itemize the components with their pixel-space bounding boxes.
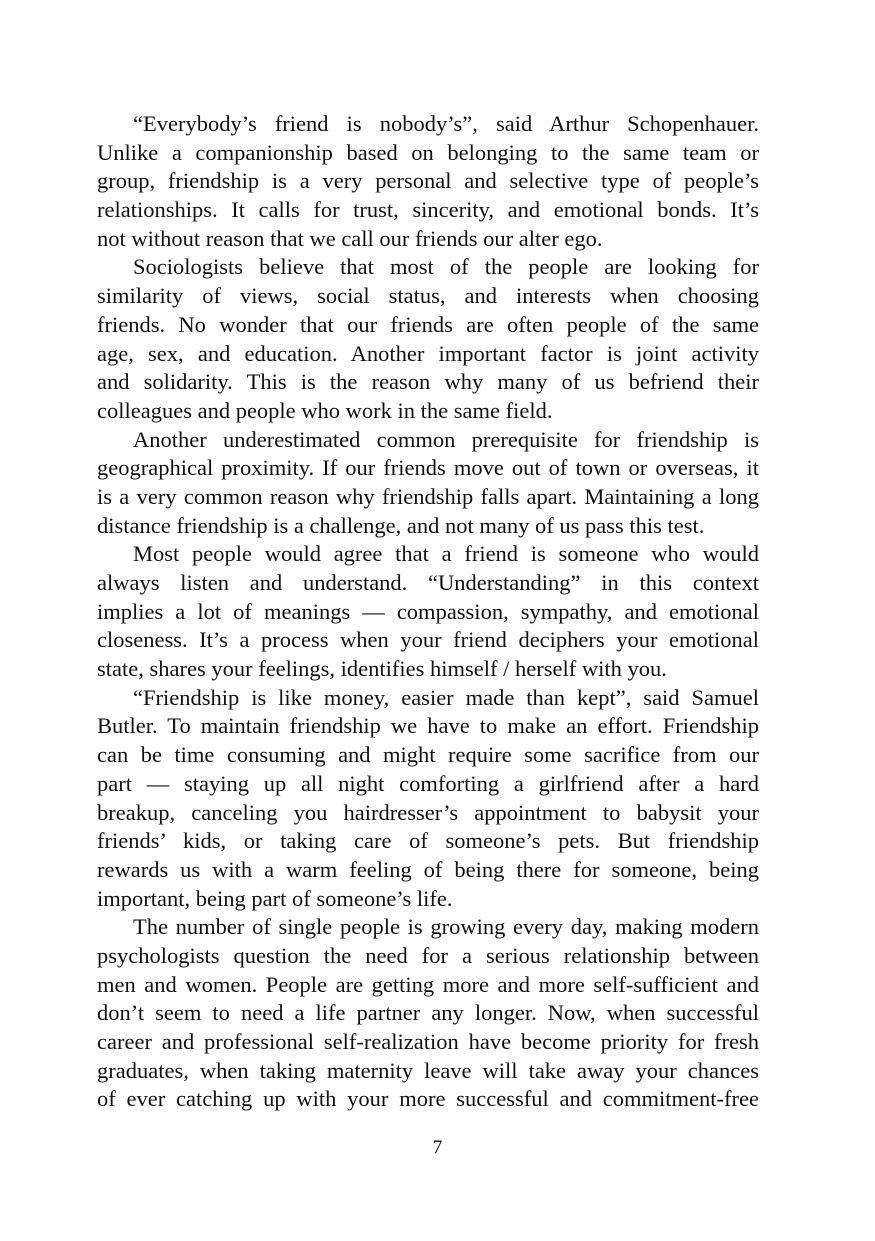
page-body — [97, 110, 759, 1114]
paragraph-single-people — [97, 913, 759, 1114]
text-line: Most people would agree that a friend is someone who would — [133, 541, 759, 567]
text-line: don’t seem to need a life partner any longer. Now, when successful — [97, 1000, 759, 1026]
paragraph-butler-quote — [97, 684, 759, 914]
text-line: Sociologists believe that most of the people are looking for — [133, 254, 759, 280]
text-line: distance friendship is a challenge, and not many of us pass this test. — [97, 512, 705, 538]
text-line: friends. No wonder that our friends are often people of the same — [97, 311, 759, 337]
text-line: rewards us with a warm feeling of being there for someone, being — [97, 856, 759, 882]
text-line: implies a lot of meanings — compassion, sympathy, and emotional — [97, 598, 759, 624]
text-line: psychologists question the need for a serious relationship between — [97, 942, 759, 968]
text-line: friends’ kids, or taking care of someone’s pets. But friendship — [97, 828, 759, 854]
text-line: similarity of views, social status, and interests when choosing — [97, 283, 759, 309]
paragraph-understanding — [97, 540, 759, 683]
text-line: graduates, when taking maternity leave will take away your chances — [97, 1057, 759, 1083]
text-line: is a very common reason why friendship falls apart. Maintaining a long — [97, 483, 759, 509]
text-line: Butler. To maintain friendship we have to make an effort. Friendship — [97, 713, 759, 739]
text-line: important, being part of someone’s life. — [97, 885, 453, 911]
text-line: The number of single people is growing every day, making modern — [133, 914, 759, 940]
text-line: group, friendship is a very personal and selective type of people’s — [97, 168, 759, 194]
text-line: career and professional self-realization have become priority for fresh — [97, 1029, 759, 1054]
text-line: Another underestimated common prerequisite for friendship is — [133, 426, 759, 452]
text-line: Unlike a companionship based on belonging to the same team or — [97, 139, 759, 165]
paragraph-sociologists — [97, 253, 759, 425]
paragraph-geographical-proximity — [97, 426, 759, 541]
text-line: always listen and understand. “Understanding” in this context — [97, 570, 759, 595]
text-line: “Friendship is like money, easier made than kept”, said Samuel — [133, 684, 759, 710]
text-line: part — staying up all night comforting a girlfriend after a hard — [97, 770, 759, 796]
text-line: “Everybody’s friend is nobody’s”, said Arthur Schopenhauer. — [133, 111, 759, 136]
paragraph-schopenhauer-quote — [97, 110, 759, 253]
text-line: geographical proximity. If our friends move out of town or overseas, it — [97, 455, 759, 481]
text-line: closeness. It’s a process when your friend deciphers your emotional — [97, 627, 759, 653]
text-line: age, sex, and education. Another important factor is joint activity — [97, 340, 759, 366]
text-line: breakup, canceling you hairdresser’s appointment to babysit your — [97, 799, 759, 825]
text-line: men and women. People are getting more and more self-sufficient and — [97, 971, 759, 997]
page-number: 7 — [432, 1137, 443, 1158]
text-line: relationships. It calls for trust, sincerity, and emotional bonds. It’s — [97, 197, 759, 223]
text-line: state, shares your feelings, identifies himself / herself with you. — [97, 656, 667, 682]
text-line: of ever catching up with your more successful and commitment-free — [97, 1086, 759, 1112]
text-line: and solidarity. This is the reason why many of us befriend their — [97, 369, 759, 395]
text-line: not without reason that we call our friends our alter ego. — [97, 225, 603, 251]
text-line: colleagues and people who work in the same field. — [97, 397, 553, 423]
text-line: can be time consuming and might require some sacrifice from our — [97, 742, 759, 768]
